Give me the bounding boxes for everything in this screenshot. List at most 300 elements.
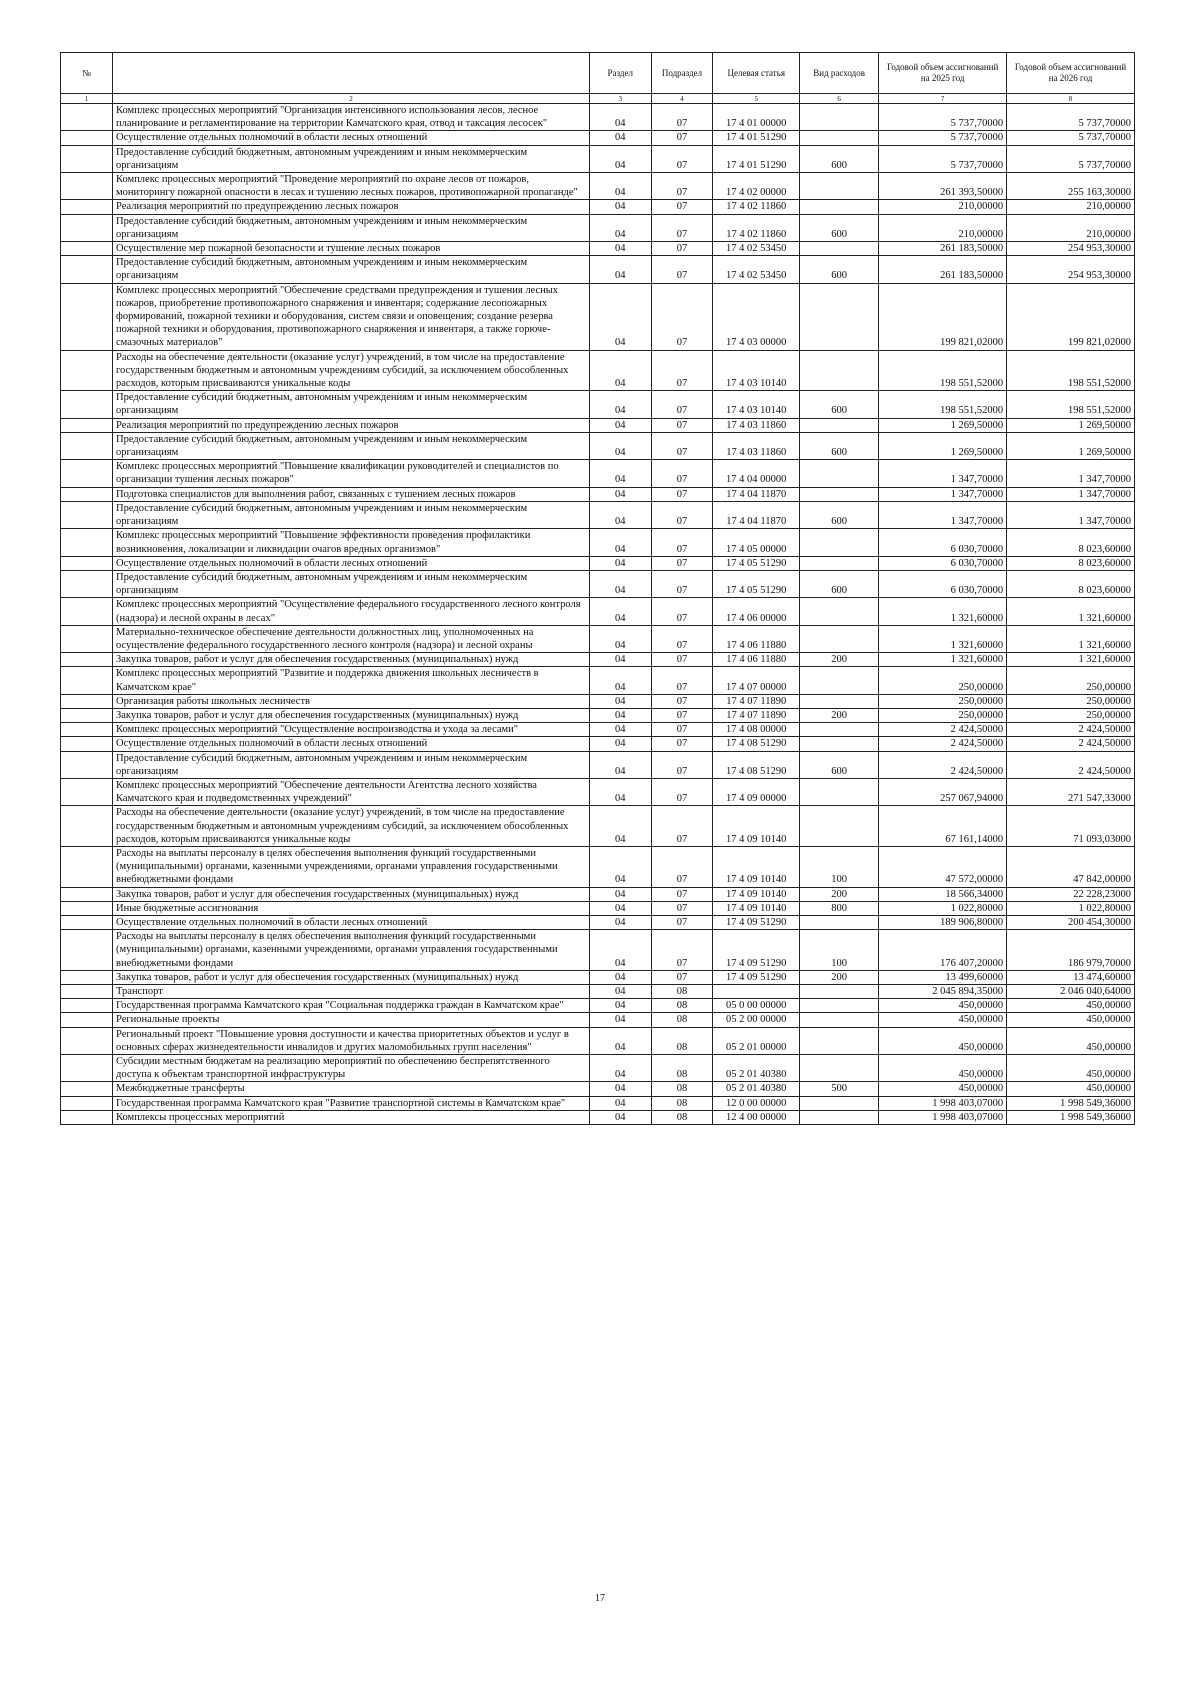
row-amount-2026-cell: 22 228,23000	[1007, 887, 1135, 901]
col-2025-header: Годовой объем ассигнований на 2025 год	[879, 53, 1007, 94]
row-name-cell: Закупка товаров, работ и услуг для обеспечения государственных (муниципальных) нужд	[113, 970, 590, 984]
table-row	[61, 1013, 1135, 1027]
row-amount-2025-cell: 1 321,60000	[879, 625, 1007, 652]
row-number-cell	[61, 460, 113, 487]
row-name-cell: Предоставление субсидий бюджетным, автономным учреждениям и иным некоммерческим организациям	[113, 501, 590, 528]
row-name-cell: Предоставление субсидий бюджетным, автономным учреждениям и иным некоммерческим организациям	[113, 214, 590, 241]
row-amount-2026-cell: 8 023,60000	[1007, 529, 1135, 556]
row-target-article-cell: 17 4 01 51290	[713, 145, 800, 172]
row-amount-2025-cell: 6 030,70000	[879, 570, 1007, 597]
row-razdel-cell: 04	[589, 723, 651, 737]
row-target-article-cell: 17 4 09 10140	[713, 887, 800, 901]
column-numbers-row	[61, 94, 1135, 104]
row-target-article-cell: 17 4 03 11860	[713, 432, 800, 459]
row-name-cell: Межбюджетные трансферты	[113, 1082, 590, 1096]
table-row	[61, 529, 1135, 556]
row-target-article-cell: 17 4 08 51290	[713, 737, 800, 751]
row-expense-type-cell	[800, 723, 879, 737]
row-podrazdel-cell: 07	[651, 145, 713, 172]
row-razdel-cell: 04	[589, 173, 651, 200]
row-expense-type-cell: 200	[800, 970, 879, 984]
row-number-cell	[61, 131, 113, 145]
row-amount-2026-cell: 250,00000	[1007, 708, 1135, 722]
row-expense-type-cell	[800, 242, 879, 256]
table-row	[61, 173, 1135, 200]
table-row	[61, 1055, 1135, 1082]
row-amount-2026-cell: 47 842,00000	[1007, 846, 1135, 887]
row-amount-2026-cell: 271 547,33000	[1007, 778, 1135, 805]
row-razdel-cell: 04	[589, 391, 651, 418]
row-name-cell: Осуществление отдельных полномочий в области лесных отношений	[113, 556, 590, 570]
row-razdel-cell: 04	[589, 778, 651, 805]
row-razdel-cell: 04	[589, 1027, 651, 1054]
table-row	[61, 214, 1135, 241]
table-row	[61, 930, 1135, 971]
row-number-cell	[61, 214, 113, 241]
row-razdel-cell: 04	[589, 737, 651, 751]
row-razdel-cell: 04	[589, 625, 651, 652]
row-name-cell: Расходы на обеспечение деятельности (оказание услуг) учреждений, в том числе на предоставление государственным бюджетным и автономным учреждениям субсидий, за исключением обособленных расходов, которым присваиваются уникальные коды	[113, 350, 590, 391]
row-expense-type-cell	[800, 556, 879, 570]
table-row	[61, 391, 1135, 418]
row-target-article-cell: 17 4 02 53450	[713, 256, 800, 283]
col-number-1: 1	[61, 94, 113, 104]
row-razdel-cell: 04	[589, 708, 651, 722]
row-razdel-cell: 04	[589, 915, 651, 929]
row-amount-2026-cell: 2 424,50000	[1007, 723, 1135, 737]
row-number-cell	[61, 391, 113, 418]
row-podrazdel-cell: 08	[651, 985, 713, 999]
row-amount-2026-cell: 199 821,02000	[1007, 283, 1135, 350]
row-amount-2025-cell: 261 393,50000	[879, 173, 1007, 200]
row-name-cell: Осуществление отдельных полномочий в области лесных отношений	[113, 737, 590, 751]
row-podrazdel-cell: 07	[651, 529, 713, 556]
row-podrazdel-cell: 07	[651, 694, 713, 708]
row-podrazdel-cell: 07	[651, 104, 713, 131]
row-amount-2025-cell: 5 737,70000	[879, 131, 1007, 145]
row-podrazdel-cell: 07	[651, 708, 713, 722]
row-number-cell	[61, 556, 113, 570]
row-expense-type-cell	[800, 131, 879, 145]
row-expense-type-cell	[800, 1013, 879, 1027]
row-target-article-cell: 17 4 04 00000	[713, 460, 800, 487]
row-amount-2026-cell: 210,00000	[1007, 200, 1135, 214]
row-target-article-cell: 17 4 05 51290	[713, 570, 800, 597]
row-name-cell: Организация работы школьных лесничеств	[113, 694, 590, 708]
table-row	[61, 104, 1135, 131]
row-target-article-cell: 05 2 01 40380	[713, 1055, 800, 1082]
row-number-cell	[61, 501, 113, 528]
col-podrazdel-header: Подраздел	[651, 53, 713, 94]
row-name-cell: Расходы на обеспечение деятельности (оказание услуг) учреждений, в том числе на предоставление государственным бюджетным и автономным учреждениям субсидий, за исключением обособленных расходов, которым присваиваются уникальные коды	[113, 806, 590, 847]
row-target-article-cell: 17 4 09 00000	[713, 778, 800, 805]
row-target-article-cell: 05 0 00 00000	[713, 999, 800, 1013]
row-podrazdel-cell: 07	[651, 283, 713, 350]
row-razdel-cell: 04	[589, 432, 651, 459]
row-amount-2025-cell: 1 269,50000	[879, 432, 1007, 459]
row-podrazdel-cell: 07	[651, 418, 713, 432]
row-razdel-cell: 04	[589, 930, 651, 971]
row-target-article-cell: 17 4 02 11860	[713, 214, 800, 241]
row-expense-type-cell: 500	[800, 1082, 879, 1096]
row-target-article-cell: 17 4 02 53450	[713, 242, 800, 256]
row-expense-type-cell	[800, 806, 879, 847]
row-razdel-cell: 04	[589, 145, 651, 172]
table-row	[61, 653, 1135, 667]
row-expense-type-cell: 600	[800, 256, 879, 283]
row-name-cell: Реализация мероприятий по предупреждению лесных пожаров	[113, 200, 590, 214]
row-target-article-cell: 12 0 00 00000	[713, 1096, 800, 1110]
row-name-cell: Закупка товаров, работ и услуг для обеспечения государственных (муниципальных) нужд	[113, 653, 590, 667]
row-name-cell: Государственная программа Камчатского края "Социальная поддержка граждан в Камчатском крае"	[113, 999, 590, 1013]
row-podrazdel-cell: 08	[651, 1027, 713, 1054]
row-target-article-cell	[713, 985, 800, 999]
row-expense-type-cell	[800, 598, 879, 625]
row-name-cell: Комплекс процессных мероприятий "Проведение мероприятий по охране лесов от пожаров, мониторингу пожарной опасности в лесах и тушению лесных пожаров, противопожарной пропаганде"	[113, 173, 590, 200]
row-expense-type-cell	[800, 529, 879, 556]
row-expense-type-cell: 600	[800, 145, 879, 172]
row-razdel-cell: 04	[589, 501, 651, 528]
row-target-article-cell: 17 4 05 51290	[713, 556, 800, 570]
table-row	[61, 887, 1135, 901]
row-number-cell	[61, 999, 113, 1013]
row-amount-2026-cell: 5 737,70000	[1007, 104, 1135, 131]
row-razdel-cell: 04	[589, 901, 651, 915]
row-razdel-cell: 04	[589, 104, 651, 131]
row-podrazdel-cell: 07	[651, 653, 713, 667]
row-razdel-cell: 04	[589, 806, 651, 847]
row-name-cell: Субсидии местным бюджетам на реализацию мероприятий по обеспечению беспрепятственного доступа к объектам транспортной инфраструктуры	[113, 1055, 590, 1082]
row-target-article-cell: 17 4 03 00000	[713, 283, 800, 350]
row-amount-2026-cell: 5 737,70000	[1007, 145, 1135, 172]
row-expense-type-cell: 600	[800, 391, 879, 418]
row-amount-2025-cell: 1 998 403,07000	[879, 1110, 1007, 1124]
row-razdel-cell: 04	[589, 985, 651, 999]
row-number-cell	[61, 901, 113, 915]
row-razdel-cell: 04	[589, 598, 651, 625]
row-expense-type-cell	[800, 999, 879, 1013]
table-row	[61, 1027, 1135, 1054]
row-target-article-cell: 17 4 09 51290	[713, 915, 800, 929]
row-razdel-cell: 04	[589, 1110, 651, 1124]
row-amount-2026-cell: 5 737,70000	[1007, 131, 1135, 145]
row-amount-2026-cell: 1 347,70000	[1007, 501, 1135, 528]
row-amount-2025-cell: 18 566,34000	[879, 887, 1007, 901]
row-amount-2025-cell: 2 424,50000	[879, 737, 1007, 751]
row-expense-type-cell	[800, 200, 879, 214]
row-amount-2026-cell: 13 474,60000	[1007, 970, 1135, 984]
row-name-cell: Региональные проекты	[113, 1013, 590, 1027]
row-podrazdel-cell: 07	[651, 432, 713, 459]
row-razdel-cell: 04	[589, 214, 651, 241]
table-row	[61, 256, 1135, 283]
row-name-cell: Комплексы процессных мероприятий	[113, 1110, 590, 1124]
row-number-cell	[61, 778, 113, 805]
row-number-cell	[61, 104, 113, 131]
row-razdel-cell: 04	[589, 970, 651, 984]
row-expense-type-cell	[800, 283, 879, 350]
row-amount-2026-cell: 1 321,60000	[1007, 653, 1135, 667]
budget-table	[60, 52, 1135, 1125]
row-target-article-cell: 17 4 05 00000	[713, 529, 800, 556]
row-target-article-cell: 12 4 00 00000	[713, 1110, 800, 1124]
row-podrazdel-cell: 08	[651, 1110, 713, 1124]
row-expense-type-cell	[800, 460, 879, 487]
row-amount-2025-cell: 250,00000	[879, 708, 1007, 722]
table-row	[61, 901, 1135, 915]
row-expense-type-cell: 600	[800, 501, 879, 528]
row-razdel-cell: 04	[589, 487, 651, 501]
row-name-cell: Подготовка специалистов для выполнения работ, связанных с тушением лесных пожаров	[113, 487, 590, 501]
row-amount-2026-cell: 198 551,52000	[1007, 391, 1135, 418]
row-name-cell: Предоставление субсидий бюджетным, автономным учреждениям и иным некоммерческим организациям	[113, 751, 590, 778]
row-expense-type-cell: 600	[800, 214, 879, 241]
row-razdel-cell: 04	[589, 283, 651, 350]
table-row	[61, 737, 1135, 751]
table-row	[61, 667, 1135, 694]
row-amount-2025-cell: 189 906,80000	[879, 915, 1007, 929]
table-row	[61, 460, 1135, 487]
table-row	[61, 999, 1135, 1013]
row-amount-2026-cell: 254 953,30000	[1007, 242, 1135, 256]
row-amount-2025-cell: 2 424,50000	[879, 751, 1007, 778]
table-row	[61, 751, 1135, 778]
row-amount-2025-cell: 2 424,50000	[879, 723, 1007, 737]
row-target-article-cell: 17 4 08 00000	[713, 723, 800, 737]
header-row	[61, 53, 1135, 94]
row-name-cell: Комплекс процессных мероприятий "Обеспечение средствами предупреждения и тушения лесных пожаров, приобретение противопожарного снаряжения и инвентаря; содержание лесопожарных формирований, пожарной техники и оборудования, систем связи и оповещения; создание резерва пожарной техники и оборудования, противопожарного снаряжения и инвентаря, а также горюче-смазочных материалов"	[113, 283, 590, 350]
row-amount-2026-cell: 450,00000	[1007, 1027, 1135, 1054]
table-row	[61, 778, 1135, 805]
row-name-cell: Комплекс процессных мероприятий "Обеспечение деятельности Агентства лесного хозяйства Камчатского края и подведомственных учреждений"	[113, 778, 590, 805]
row-amount-2026-cell: 1 347,70000	[1007, 460, 1135, 487]
row-razdel-cell: 04	[589, 1055, 651, 1082]
table-row	[61, 625, 1135, 652]
row-amount-2026-cell: 2 424,50000	[1007, 751, 1135, 778]
row-number-cell	[61, 350, 113, 391]
row-number-cell	[61, 970, 113, 984]
row-razdel-cell: 04	[589, 1013, 651, 1027]
row-number-cell	[61, 930, 113, 971]
row-name-cell: Предоставление субсидий бюджетным, автономным учреждениям и иным некоммерческим организациям	[113, 145, 590, 172]
row-name-cell: Комплекс процессных мероприятий "Осуществление воспроизводства и ухода за лесами"	[113, 723, 590, 737]
row-podrazdel-cell: 07	[651, 200, 713, 214]
col-number-7: 7	[879, 94, 1007, 104]
row-number-cell	[61, 145, 113, 172]
row-razdel-cell: 04	[589, 1096, 651, 1110]
row-podrazdel-cell: 07	[651, 751, 713, 778]
row-razdel-cell: 04	[589, 653, 651, 667]
row-name-cell: Транспорт	[113, 985, 590, 999]
row-razdel-cell: 04	[589, 556, 651, 570]
row-amount-2025-cell: 1 321,60000	[879, 653, 1007, 667]
row-name-cell: Закупка товаров, работ и услуг для обеспечения государственных (муниципальных) нужд	[113, 708, 590, 722]
row-razdel-cell: 04	[589, 256, 651, 283]
col-number-5: 5	[713, 94, 800, 104]
row-number-cell	[61, 598, 113, 625]
row-razdel-cell: 04	[589, 242, 651, 256]
row-amount-2026-cell: 250,00000	[1007, 667, 1135, 694]
col-expense-type-header: Вид расходов	[800, 53, 879, 94]
row-podrazdel-cell: 07	[651, 778, 713, 805]
row-target-article-cell: 17 4 03 11860	[713, 418, 800, 432]
row-number-cell	[61, 1027, 113, 1054]
table-row	[61, 970, 1135, 984]
row-target-article-cell: 17 4 07 11890	[713, 708, 800, 722]
row-number-cell	[61, 708, 113, 722]
row-target-article-cell: 17 4 04 11870	[713, 487, 800, 501]
col-number-header: №	[61, 53, 113, 94]
row-razdel-cell: 04	[589, 1082, 651, 1096]
row-amount-2025-cell: 261 183,50000	[879, 256, 1007, 283]
row-number-cell	[61, 242, 113, 256]
row-name-cell: Расходы на выплаты персоналу в целях обеспечения выполнения функций государственными (муниципальными) органами, казенными учреждениями, органами управления государственными внебюджетными фондами	[113, 846, 590, 887]
row-amount-2025-cell: 6 030,70000	[879, 556, 1007, 570]
col-number-6: 6	[800, 94, 879, 104]
row-amount-2025-cell: 47 572,00000	[879, 846, 1007, 887]
row-number-cell	[61, 570, 113, 597]
table-body	[61, 104, 1135, 1125]
page-number: 17	[595, 1593, 605, 1604]
row-podrazdel-cell: 07	[651, 737, 713, 751]
row-target-article-cell: 17 4 08 51290	[713, 751, 800, 778]
table-row	[61, 985, 1135, 999]
row-amount-2026-cell: 450,00000	[1007, 1082, 1135, 1096]
row-name-cell: Комплекс процессных мероприятий "Осуществление федерального государственного лесного контроля (надзора) и лесной охраны в лесах"	[113, 598, 590, 625]
row-amount-2025-cell: 1 347,70000	[879, 501, 1007, 528]
row-number-cell	[61, 694, 113, 708]
row-amount-2026-cell: 1 321,60000	[1007, 625, 1135, 652]
col-razdel-header: Раздел	[589, 53, 651, 94]
row-amount-2025-cell: 13 499,60000	[879, 970, 1007, 984]
row-number-cell	[61, 1013, 113, 1027]
row-amount-2025-cell: 450,00000	[879, 1055, 1007, 1082]
table-row	[61, 145, 1135, 172]
row-razdel-cell: 04	[589, 570, 651, 597]
row-target-article-cell: 17 4 07 00000	[713, 667, 800, 694]
row-name-cell: Комплекс процессных мероприятий "Повышение квалификации руководителей и специалистов по организации тушения лесных пожаров"	[113, 460, 590, 487]
row-amount-2026-cell: 450,00000	[1007, 1055, 1135, 1082]
row-target-article-cell: 17 4 01 51290	[713, 131, 800, 145]
row-target-article-cell: 17 4 09 10140	[713, 846, 800, 887]
row-expense-type-cell	[800, 625, 879, 652]
row-podrazdel-cell: 08	[651, 1096, 713, 1110]
row-podrazdel-cell: 08	[651, 999, 713, 1013]
row-amount-2025-cell: 2 045 894,35000	[879, 985, 1007, 999]
table-row	[61, 556, 1135, 570]
row-number-cell	[61, 256, 113, 283]
row-podrazdel-cell: 07	[651, 970, 713, 984]
row-podrazdel-cell: 07	[651, 598, 713, 625]
row-razdel-cell: 04	[589, 667, 651, 694]
row-podrazdel-cell: 08	[651, 1013, 713, 1027]
row-razdel-cell: 04	[589, 751, 651, 778]
row-podrazdel-cell: 07	[651, 214, 713, 241]
row-expense-type-cell	[800, 104, 879, 131]
row-target-article-cell: 17 4 06 11880	[713, 653, 800, 667]
row-expense-type-cell	[800, 487, 879, 501]
row-target-article-cell: 05 2 01 40380	[713, 1082, 800, 1096]
row-podrazdel-cell: 07	[651, 846, 713, 887]
row-amount-2026-cell: 8 023,60000	[1007, 556, 1135, 570]
row-number-cell	[61, 625, 113, 652]
row-number-cell	[61, 887, 113, 901]
row-podrazdel-cell: 07	[651, 487, 713, 501]
table-row	[61, 1096, 1135, 1110]
row-amount-2026-cell: 200 454,30000	[1007, 915, 1135, 929]
row-razdel-cell: 04	[589, 694, 651, 708]
row-expense-type-cell	[800, 737, 879, 751]
row-expense-type-cell: 200	[800, 653, 879, 667]
row-name-cell: Комплекс процессных мероприятий "Организация интенсивного использования лесов, лесное планирование и регламентирование на территории Камчатского края, отвод и таксация лесосек"	[113, 104, 590, 131]
table-row	[61, 350, 1135, 391]
row-amount-2025-cell: 450,00000	[879, 1027, 1007, 1054]
row-razdel-cell: 04	[589, 131, 651, 145]
row-amount-2025-cell: 210,00000	[879, 200, 1007, 214]
row-number-cell	[61, 529, 113, 556]
col-target-article-header: Целевая статья	[713, 53, 800, 94]
row-target-article-cell: 17 4 03 10140	[713, 350, 800, 391]
row-podrazdel-cell: 07	[651, 556, 713, 570]
row-number-cell	[61, 667, 113, 694]
row-podrazdel-cell: 07	[651, 173, 713, 200]
row-amount-2025-cell: 450,00000	[879, 999, 1007, 1013]
row-name-cell: Комплекс процессных мероприятий "Развитие и поддержка движения школьных лесничеств в Камчатском крае"	[113, 667, 590, 694]
row-podrazdel-cell: 07	[651, 391, 713, 418]
row-number-cell	[61, 1096, 113, 1110]
row-amount-2025-cell: 250,00000	[879, 667, 1007, 694]
row-expense-type-cell	[800, 694, 879, 708]
row-amount-2026-cell: 1 022,80000	[1007, 901, 1135, 915]
row-podrazdel-cell: 08	[651, 1082, 713, 1096]
row-name-cell: Закупка товаров, работ и услуг для обеспечения государственных (муниципальных) нужд	[113, 887, 590, 901]
table-row	[61, 418, 1135, 432]
row-number-cell	[61, 418, 113, 432]
row-razdel-cell: 04	[589, 460, 651, 487]
row-razdel-cell: 04	[589, 887, 651, 901]
row-name-cell: Осуществление отдельных полномочий в области лесных отношений	[113, 131, 590, 145]
row-razdel-cell: 04	[589, 999, 651, 1013]
row-amount-2025-cell: 257 067,94000	[879, 778, 1007, 805]
table-row	[61, 432, 1135, 459]
table-row	[61, 915, 1135, 929]
table-row	[61, 283, 1135, 350]
row-number-cell	[61, 283, 113, 350]
row-expense-type-cell	[800, 915, 879, 929]
row-podrazdel-cell: 07	[651, 901, 713, 915]
row-amount-2025-cell: 1 269,50000	[879, 418, 1007, 432]
col-2026-header: Годовой объем ассигнований на 2026 год	[1007, 53, 1135, 94]
row-number-cell	[61, 1110, 113, 1124]
row-razdel-cell: 04	[589, 350, 651, 391]
row-target-article-cell: 17 4 09 51290	[713, 970, 800, 984]
row-amount-2026-cell: 198 551,52000	[1007, 350, 1135, 391]
row-amount-2026-cell: 2 046 040,64000	[1007, 985, 1135, 999]
row-amount-2025-cell: 450,00000	[879, 1013, 1007, 1027]
row-target-article-cell: 17 4 02 00000	[713, 173, 800, 200]
row-amount-2025-cell: 450,00000	[879, 1082, 1007, 1096]
row-number-cell	[61, 751, 113, 778]
row-target-article-cell: 17 4 01 00000	[713, 104, 800, 131]
row-podrazdel-cell: 07	[651, 501, 713, 528]
row-expense-type-cell	[800, 350, 879, 391]
col-number-2: 2	[113, 94, 590, 104]
row-target-article-cell: 17 4 06 11880	[713, 625, 800, 652]
row-name-cell: Предоставление субсидий бюджетным, автономным учреждениям и иным некоммерческим организациям	[113, 432, 590, 459]
row-name-cell: Осуществление отдельных полномочий в области лесных отношений	[113, 915, 590, 929]
row-amount-2025-cell: 1 347,70000	[879, 460, 1007, 487]
row-target-article-cell: 17 4 09 10140	[713, 806, 800, 847]
